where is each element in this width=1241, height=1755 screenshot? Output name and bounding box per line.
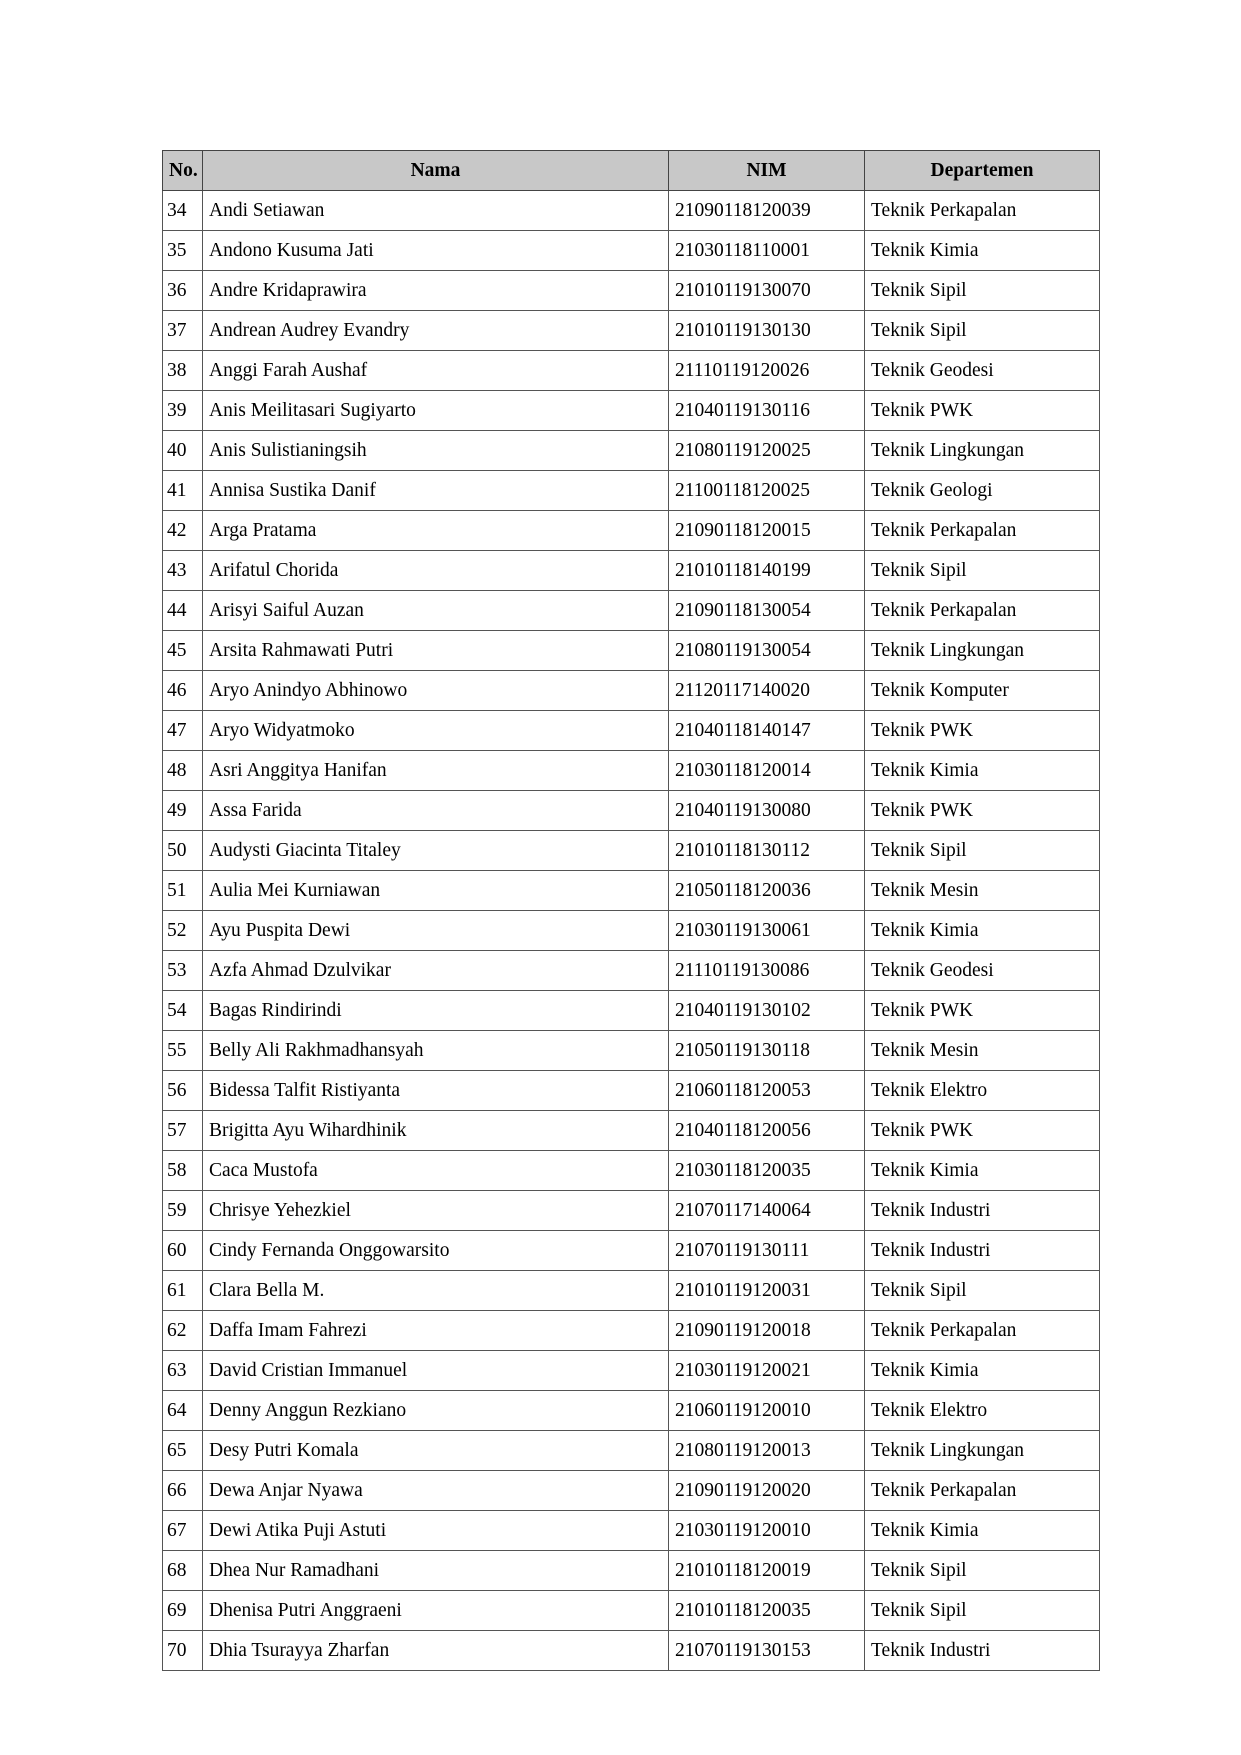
table-row: [163, 951, 1100, 991]
cell-nim: 21030119120010: [669, 1511, 865, 1551]
cell-no: 39: [163, 391, 203, 431]
cell-departemen: Teknik Mesin: [865, 871, 1100, 911]
cell-no: 58: [163, 1151, 203, 1191]
cell-departemen: Teknik PWK: [865, 711, 1100, 751]
cell-nama: Bagas Rindirindi: [203, 991, 669, 1031]
cell-nama: Chrisye Yehezkiel: [203, 1191, 669, 1231]
student-table: [162, 150, 1100, 1671]
cell-no: 70: [163, 1631, 203, 1671]
cell-nim: 21010118120035: [669, 1591, 865, 1631]
cell-departemen: Teknik Perkapalan: [865, 591, 1100, 631]
cell-no: 62: [163, 1311, 203, 1351]
cell-nama: Annisa Sustika Danif: [203, 471, 669, 511]
table-row: [163, 1631, 1100, 1671]
cell-nim: 21010118130112: [669, 831, 865, 871]
cell-no: 46: [163, 671, 203, 711]
cell-departemen: Teknik Perkapalan: [865, 1311, 1100, 1351]
table-row: [163, 911, 1100, 951]
cell-departemen: Teknik Perkapalan: [865, 511, 1100, 551]
cell-nim: 21060119120010: [669, 1391, 865, 1431]
table-row: [163, 671, 1100, 711]
header-no: No.: [163, 151, 203, 191]
table-row: [163, 311, 1100, 351]
cell-no: 69: [163, 1591, 203, 1631]
table-row: [163, 1151, 1100, 1191]
cell-nama: Denny Anggun Rezkiano: [203, 1391, 669, 1431]
cell-nim: 21050118120036: [669, 871, 865, 911]
table-row: [163, 191, 1100, 231]
cell-departemen: Teknik Kimia: [865, 231, 1100, 271]
cell-nama: Dhia Tsurayya Zharfan: [203, 1631, 669, 1671]
table-row: [163, 871, 1100, 911]
table-row: [163, 751, 1100, 791]
cell-nim: 21090118130054: [669, 591, 865, 631]
table-row: [163, 1271, 1100, 1311]
cell-nama: Clara Bella M.: [203, 1271, 669, 1311]
cell-departemen: Teknik Sipil: [865, 1591, 1100, 1631]
table-row: [163, 351, 1100, 391]
table-row: [163, 1031, 1100, 1071]
cell-nim: 21080119120025: [669, 431, 865, 471]
cell-nim: 21040118140147: [669, 711, 865, 751]
cell-nim: 21030118120035: [669, 1151, 865, 1191]
table-row: [163, 1071, 1100, 1111]
cell-nama: Caca Mustofa: [203, 1151, 669, 1191]
table-row: [163, 271, 1100, 311]
cell-nama: Dhea Nur Ramadhani: [203, 1551, 669, 1591]
table-row: [163, 511, 1100, 551]
cell-nim: 21090119120018: [669, 1311, 865, 1351]
cell-nama: Belly Ali Rakhmadhansyah: [203, 1031, 669, 1071]
table-row: [163, 591, 1100, 631]
cell-no: 57: [163, 1111, 203, 1151]
cell-departemen: Teknik Sipil: [865, 271, 1100, 311]
cell-nama: Brigitta Ayu Wihardhinik: [203, 1111, 669, 1151]
cell-no: 50: [163, 831, 203, 871]
cell-nim: 21040119130102: [669, 991, 865, 1031]
cell-no: 47: [163, 711, 203, 751]
cell-no: 68: [163, 1551, 203, 1591]
cell-nama: Andrean Audrey Evandry: [203, 311, 669, 351]
cell-no: 43: [163, 551, 203, 591]
cell-departemen: Teknik PWK: [865, 1111, 1100, 1151]
cell-nama: Assa Farida: [203, 791, 669, 831]
cell-nim: 21010119120031: [669, 1271, 865, 1311]
cell-no: 37: [163, 311, 203, 351]
table-row: [163, 791, 1100, 831]
cell-nim: 21010118140199: [669, 551, 865, 591]
table-row: [163, 711, 1100, 751]
table-row: [163, 1311, 1100, 1351]
cell-nama: Dhenisa Putri Anggraeni: [203, 1591, 669, 1631]
cell-nama: Anis Sulistianingsih: [203, 431, 669, 471]
cell-nama: Aryo Anindyo Abhinowo: [203, 671, 669, 711]
table-row: [163, 1231, 1100, 1271]
cell-nim: 21030118110001: [669, 231, 865, 271]
cell-departemen: Teknik Sipil: [865, 311, 1100, 351]
cell-nama: Dewi Atika Puji Astuti: [203, 1511, 669, 1551]
cell-nim: 21030119130061: [669, 911, 865, 951]
cell-departemen: Teknik Geodesi: [865, 951, 1100, 991]
cell-departemen: Teknik Komputer: [865, 671, 1100, 711]
cell-no: 36: [163, 271, 203, 311]
cell-no: 38: [163, 351, 203, 391]
cell-nama: Desy Putri Komala: [203, 1431, 669, 1471]
cell-no: 48: [163, 751, 203, 791]
cell-departemen: Teknik PWK: [865, 991, 1100, 1031]
cell-nama: Audysti Giacinta Titaley: [203, 831, 669, 871]
cell-no: 64: [163, 1391, 203, 1431]
cell-nama: Arsita Rahmawati Putri: [203, 631, 669, 671]
cell-no: 40: [163, 431, 203, 471]
cell-nim: 21080119120013: [669, 1431, 865, 1471]
table-row: [163, 391, 1100, 431]
cell-departemen: Teknik Lingkungan: [865, 431, 1100, 471]
table-row: [163, 231, 1100, 271]
table-row: [163, 991, 1100, 1031]
cell-nama: Dewa Anjar Nyawa: [203, 1471, 669, 1511]
table-row: [163, 1591, 1100, 1631]
cell-nim: 21030119120021: [669, 1351, 865, 1391]
cell-nim: 21040119130116: [669, 391, 865, 431]
table-row: [163, 1511, 1100, 1551]
cell-nim: 21080119130054: [669, 631, 865, 671]
table-row: [163, 471, 1100, 511]
table-row: [163, 1551, 1100, 1591]
cell-nim: 21030118120014: [669, 751, 865, 791]
cell-departemen: Teknik Perkapalan: [865, 1471, 1100, 1511]
table-row: [163, 1391, 1100, 1431]
cell-departemen: Teknik PWK: [865, 391, 1100, 431]
cell-nama: Ayu Puspita Dewi: [203, 911, 669, 951]
cell-nim: 21070117140064: [669, 1191, 865, 1231]
cell-nama: Anggi Farah Aushaf: [203, 351, 669, 391]
cell-no: 63: [163, 1351, 203, 1391]
cell-nim: 21090118120015: [669, 511, 865, 551]
cell-nim: 21070119130153: [669, 1631, 865, 1671]
cell-no: 52: [163, 911, 203, 951]
cell-departemen: Teknik Elektro: [865, 1071, 1100, 1111]
cell-nim: 21110119120026: [669, 351, 865, 391]
cell-nama: Andre Kridaprawira: [203, 271, 669, 311]
table-row: [163, 1431, 1100, 1471]
cell-nim: 21050119130118: [669, 1031, 865, 1071]
cell-nama: Arifatul Chorida: [203, 551, 669, 591]
cell-nim: 21120117140020: [669, 671, 865, 711]
cell-nim: 21060118120053: [669, 1071, 865, 1111]
table-row: [163, 631, 1100, 671]
header-nim: NIM: [669, 151, 865, 191]
cell-nama: Aryo Widyatmoko: [203, 711, 669, 751]
cell-nama: Bidessa Talfit Ristiyanta: [203, 1071, 669, 1111]
cell-nama: Andono Kusuma Jati: [203, 231, 669, 271]
cell-nama: Arga Pratama: [203, 511, 669, 551]
cell-no: 65: [163, 1431, 203, 1471]
cell-nim: 21010119130070: [669, 271, 865, 311]
table-row: [163, 1351, 1100, 1391]
cell-nama: Arisyi Saiful Auzan: [203, 591, 669, 631]
cell-nim: 21010118120019: [669, 1551, 865, 1591]
cell-departemen: Teknik Lingkungan: [865, 631, 1100, 671]
cell-departemen: Teknik Lingkungan: [865, 1431, 1100, 1471]
cell-nama: Aulia Mei Kurniawan: [203, 871, 669, 911]
cell-no: 49: [163, 791, 203, 831]
cell-departemen: Teknik Kimia: [865, 1351, 1100, 1391]
cell-nama: Cindy Fernanda Onggowarsito: [203, 1231, 669, 1271]
cell-nama: Azfa Ahmad Dzulvikar: [203, 951, 669, 991]
cell-departemen: Teknik Industri: [865, 1191, 1100, 1231]
header-nama: Nama: [203, 151, 669, 191]
table-body: [163, 191, 1100, 1671]
cell-departemen: Teknik Kimia: [865, 1511, 1100, 1551]
table-row: [163, 551, 1100, 591]
cell-nim: 21110119130086: [669, 951, 865, 991]
cell-no: 61: [163, 1271, 203, 1311]
cell-nim: 21100118120025: [669, 471, 865, 511]
cell-no: 54: [163, 991, 203, 1031]
cell-departemen: Teknik Kimia: [865, 1151, 1100, 1191]
cell-departemen: Teknik Sipil: [865, 1271, 1100, 1311]
cell-nama: Anis Meilitasari Sugiyarto: [203, 391, 669, 431]
cell-nama: Andi Setiawan: [203, 191, 669, 231]
cell-departemen: Teknik Geologi: [865, 471, 1100, 511]
cell-departemen: Teknik PWK: [865, 791, 1100, 831]
cell-no: 34: [163, 191, 203, 231]
cell-no: 45: [163, 631, 203, 671]
cell-departemen: Teknik Sipil: [865, 831, 1100, 871]
cell-no: 44: [163, 591, 203, 631]
cell-no: 35: [163, 231, 203, 271]
cell-departemen: Teknik Sipil: [865, 551, 1100, 591]
cell-nama: Asri Anggitya Hanifan: [203, 751, 669, 791]
cell-departemen: Teknik Mesin: [865, 1031, 1100, 1071]
table-row: [163, 431, 1100, 471]
cell-nim: 21040118120056: [669, 1111, 865, 1151]
cell-departemen: Teknik Perkapalan: [865, 191, 1100, 231]
table-row: [163, 1111, 1100, 1151]
cell-nim: 21090118120039: [669, 191, 865, 231]
cell-nim: 21090119120020: [669, 1471, 865, 1511]
cell-departemen: Teknik Kimia: [865, 911, 1100, 951]
cell-no: 67: [163, 1511, 203, 1551]
cell-nim: 21040119130080: [669, 791, 865, 831]
cell-departemen: Teknik Elektro: [865, 1391, 1100, 1431]
cell-nama: David Cristian Immanuel: [203, 1351, 669, 1391]
cell-no: 42: [163, 511, 203, 551]
cell-departemen: Teknik Kimia: [865, 751, 1100, 791]
cell-nim: 21070119130111: [669, 1231, 865, 1271]
header-departemen: Departemen: [865, 151, 1100, 191]
table-header-row: [163, 151, 1100, 191]
cell-no: 66: [163, 1471, 203, 1511]
cell-departemen: Teknik Sipil: [865, 1551, 1100, 1591]
cell-departemen: Teknik Geodesi: [865, 351, 1100, 391]
cell-no: 53: [163, 951, 203, 991]
cell-no: 60: [163, 1231, 203, 1271]
cell-no: 51: [163, 871, 203, 911]
cell-nama: Daffa Imam Fahrezi: [203, 1311, 669, 1351]
cell-no: 56: [163, 1071, 203, 1111]
table-row: [163, 831, 1100, 871]
cell-nim: 21010119130130: [669, 311, 865, 351]
cell-departemen: Teknik Industri: [865, 1231, 1100, 1271]
cell-departemen: Teknik Industri: [865, 1631, 1100, 1671]
cell-no: 55: [163, 1031, 203, 1071]
cell-no: 59: [163, 1191, 203, 1231]
table-row: [163, 1471, 1100, 1511]
table-row: [163, 1191, 1100, 1231]
cell-no: 41: [163, 471, 203, 511]
